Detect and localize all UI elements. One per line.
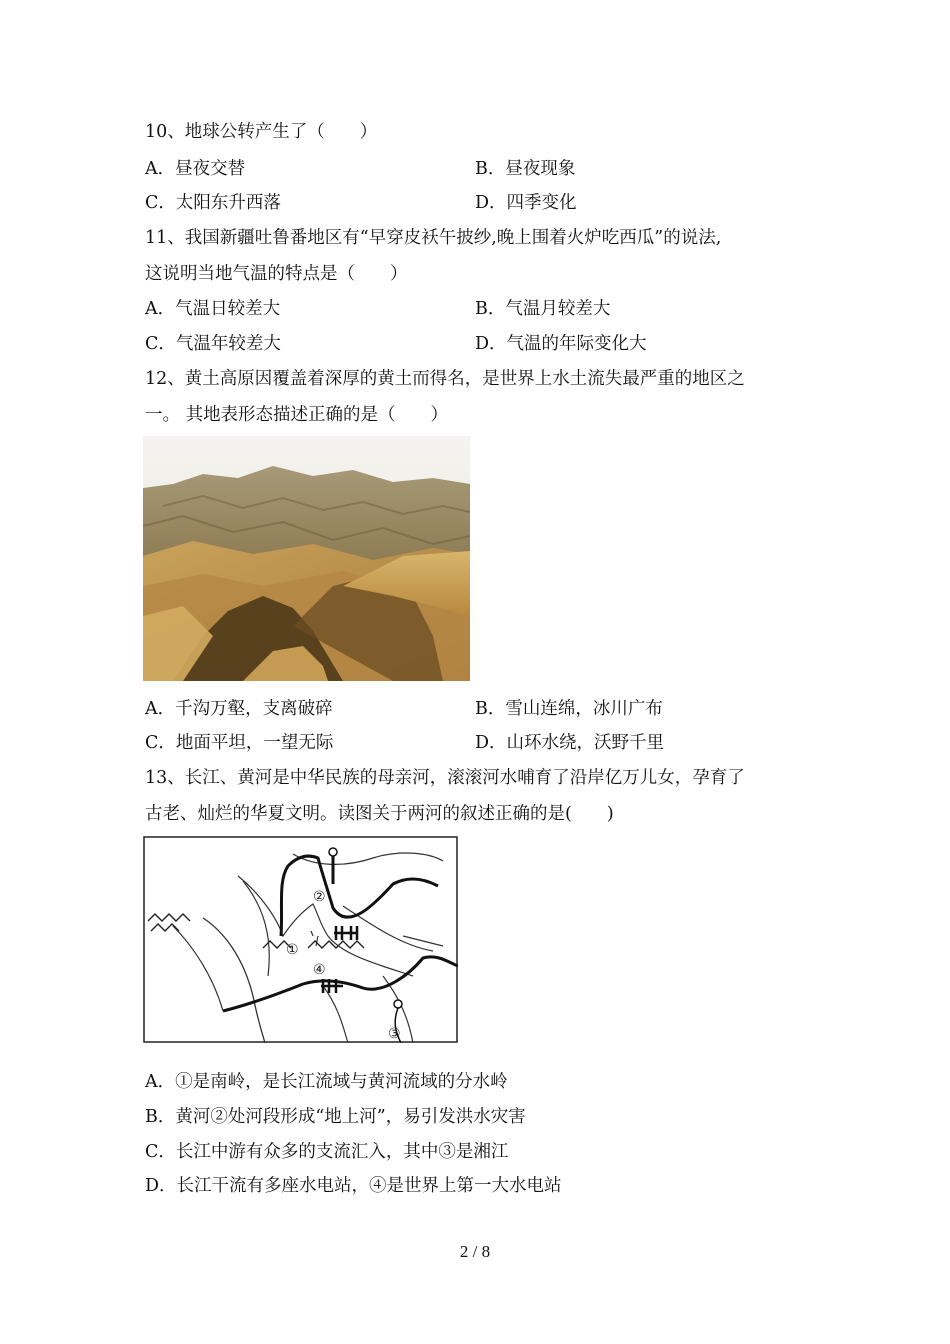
question-10-option-d: D．四季变化 — [475, 193, 577, 213]
map-label-2: ② — [313, 889, 326, 905]
question-12-option-a: A．千沟万壑，支离破碎 — [145, 699, 333, 719]
question-13-option-d: D．长江干流有多座水电站，④是世界上第一大水电站 — [145, 1176, 562, 1196]
page-number: 2 / 8 — [459, 1242, 491, 1261]
question-10-option-c: C．太阳东升西落 — [145, 193, 281, 213]
question-11-option-d: D．气温的年际变化大 — [475, 334, 647, 354]
map-label-3: ③ — [388, 1026, 401, 1042]
yangtze-yellow-river-map — [143, 836, 458, 1043]
question-11-stem-line-2: 这说明当地气温的特点是（ ） — [145, 264, 408, 284]
question-13-stem-line-2: 古老、灿烂的华夏文明。读图关于两河的叙述正确的是( ) — [145, 804, 614, 824]
loess-plateau-photo — [143, 436, 470, 681]
question-13-option-a: A．①是南岭，是长江流域与黄河流域的分水岭 — [145, 1072, 508, 1092]
question-11-option-a: A．气温日较差大 — [145, 299, 281, 319]
question-13-stem-line-1: 13、长江、黄河是中华民族的母亲河，滚滚河水哺育了沿岸亿万儿女，孕育了 — [145, 768, 745, 788]
question-13-option-c: C．长江中游有众多的支流汇入，其中③是湘江 — [145, 1142, 509, 1162]
question-10-option-a: A．昼夜交替 — [145, 159, 246, 179]
question-12-option-d: D．山环水绕，沃野千里 — [475, 733, 665, 753]
question-11-option-c: C．气温年较差大 — [145, 334, 281, 354]
question-11-option-b: B．气温月较差大 — [475, 299, 611, 319]
question-12-option-b: B．雪山连绵，冰川广布 — [475, 699, 663, 719]
question-10-option-b: B．昼夜现象 — [475, 159, 576, 179]
map-label-1: ① — [286, 942, 299, 958]
question-13-option-b: B．黄河②处河段形成“地上河”，易引发洪水灾害 — [145, 1107, 526, 1127]
question-12-option-c: C．地面平坦，一望无际 — [145, 733, 334, 753]
question-10-stem: 10、地球公转产生了（ ） — [145, 122, 378, 142]
map-label-4: ④ — [313, 962, 326, 978]
question-12-stem-line-2: 一。 其地表形态描述正确的是（ ） — [145, 405, 449, 425]
question-12-stem-line-1: 12、黄土高原因覆盖着深厚的黄土而得名，是世界上水土流失最严重的地区之 — [145, 369, 745, 389]
question-11-stem-line-1: 11、我国新疆吐鲁番地区有“早穿皮袄午披纱,晚上围着火炉吃西瓜”的说法, — [145, 228, 722, 248]
